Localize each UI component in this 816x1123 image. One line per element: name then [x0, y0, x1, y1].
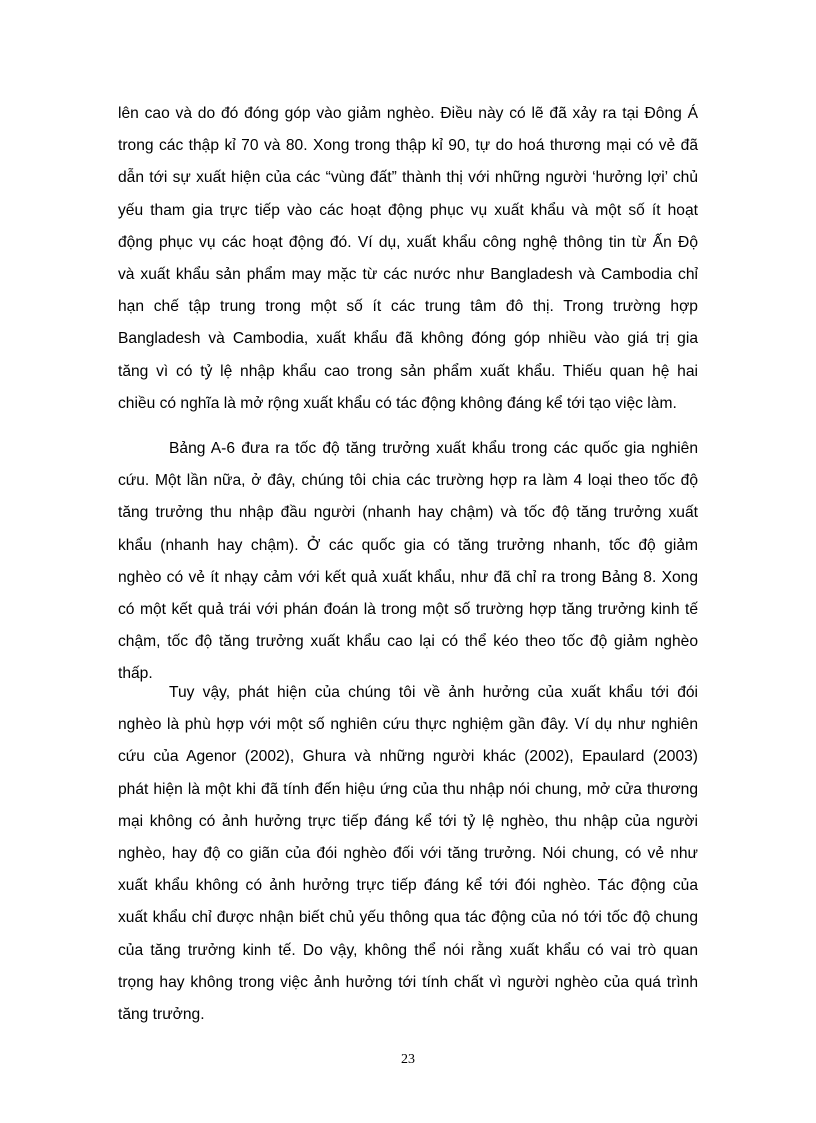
text-line: trong các thập kỉ 70 và 80. Xong trong thập kỉ 90, tự do hoá thương mại có vẻ đã — [118, 137, 698, 155]
text-line: xuất khẩu chỉ được nhận biết chủ yếu thông qua tác động của nó tới tốc độ chung — [118, 909, 698, 927]
text-line: chiều có nghĩa là mở rộng xuất khẩu có tác động không đáng kể tới tạo việc làm. — [118, 394, 677, 412]
text-line: có một kết quả trái với phán đoán là trong một số trường hợp tăng trưởng kinh tế — [118, 600, 698, 618]
text-line: của tăng trưởng kinh tế. Do vậy, không thể nói rằng xuất khẩu có vai trò quan — [118, 941, 698, 959]
text-line: tăng vì có tỷ lệ nhập khẩu cao trong sản phẩm xuất khẩu. Thiếu quan hệ hai — [118, 362, 698, 380]
text-line: Bảng A-6 đưa ra tốc độ tăng trưởng xuất khẩu trong các quốc gia nghiên — [169, 440, 698, 457]
text-line: phát hiện là một khi đã tính đến hiệu ứng của thu nhập nói chung, mở cửa thương — [118, 780, 698, 798]
paragraph-2 — [118, 433, 698, 691]
paragraph-3 — [118, 677, 698, 1031]
text-line: nghèo, hay độ co giãn của đói nghèo đối với tăng trưởng. Nói chung, có vẻ như — [118, 844, 698, 862]
text-line: cứu. Một lần nữa, ở đây, chúng tôi chia các trường hợp ra làm 4 loại theo tốc độ — [118, 472, 698, 490]
text-line: cứu của Agenor (2002), Ghura và những người khác (2002), Epaulard (2003) — [118, 748, 698, 766]
text-line: động phục vụ các hoạt động đó. Ví dụ, xuất khẩu công nghệ thông tin từ Ấn Độ — [118, 233, 698, 251]
text-line: mại không có ảnh hưởng trực tiếp đáng kể tới tỷ lệ nghèo, thu nhập của người — [118, 812, 698, 830]
text-line: hạn chế tập trung trong một số ít các trung tâm đô thị. Trong trường hợp — [118, 298, 698, 316]
text-line: nghèo có vẻ ít nhạy cảm với kết quả xuất khẩu, như đã chỉ ra trong Bảng 8. Xong — [118, 568, 698, 586]
text-line: lên cao và do đó đóng góp vào giảm nghèo. Điều này có lẽ đã xảy ra tại Đông Á — [118, 105, 698, 122]
text-line: dẫn tới sự xuất hiện của các “vùng đất” thành thị với những người ‘hưởng lợi’ chủ — [118, 169, 698, 187]
page-number: 23 — [401, 1052, 415, 1067]
text-line: tăng trưởng thu nhập đầu người (nhanh hay chậm) và tốc độ tăng trưởng xuất — [118, 504, 698, 522]
text-line: xuất khẩu không có ảnh hưởng trực tiếp đáng kể tới đói nghèo. Tác động của — [118, 877, 698, 895]
text-line: và xuất khẩu sản phẩm may mặc từ các nước như Bangladesh và Cambodia chỉ — [118, 265, 698, 283]
paragraph-1 — [118, 98, 698, 420]
text-line: thấp. — [118, 665, 153, 683]
text-line: tăng trưởng. — [118, 1005, 205, 1023]
text-line: trọng hay không trong việc ảnh hưởng tới tính chất vì người nghèo của quá trình — [118, 973, 698, 991]
text-line: chậm, tốc độ tăng trưởng xuất khẩu cao lại có thể kéo theo tốc độ giảm nghèo — [118, 633, 698, 651]
text-line: Bangladesh và Cambodia, xuất khẩu đã không đóng góp nhiều vào giá trị gia — [118, 330, 698, 348]
text-line: nghèo là phù hợp với một số nghiên cứu thực nghiệm gần đây. Ví dụ như nghiên — [118, 716, 698, 734]
text-line: khẩu (nhanh hay chậm). Ở các quốc gia có tăng trưởng nhanh, tốc độ giảm — [118, 536, 698, 554]
text-line: Tuy vậy, phát hiện của chúng tôi về ảnh hưởng của xuất khẩu tới đói — [169, 684, 698, 701]
text-line: yếu tham gia trực tiếp vào các hoạt động phục vụ xuất khẩu và một số ít hoạt — [118, 201, 698, 219]
